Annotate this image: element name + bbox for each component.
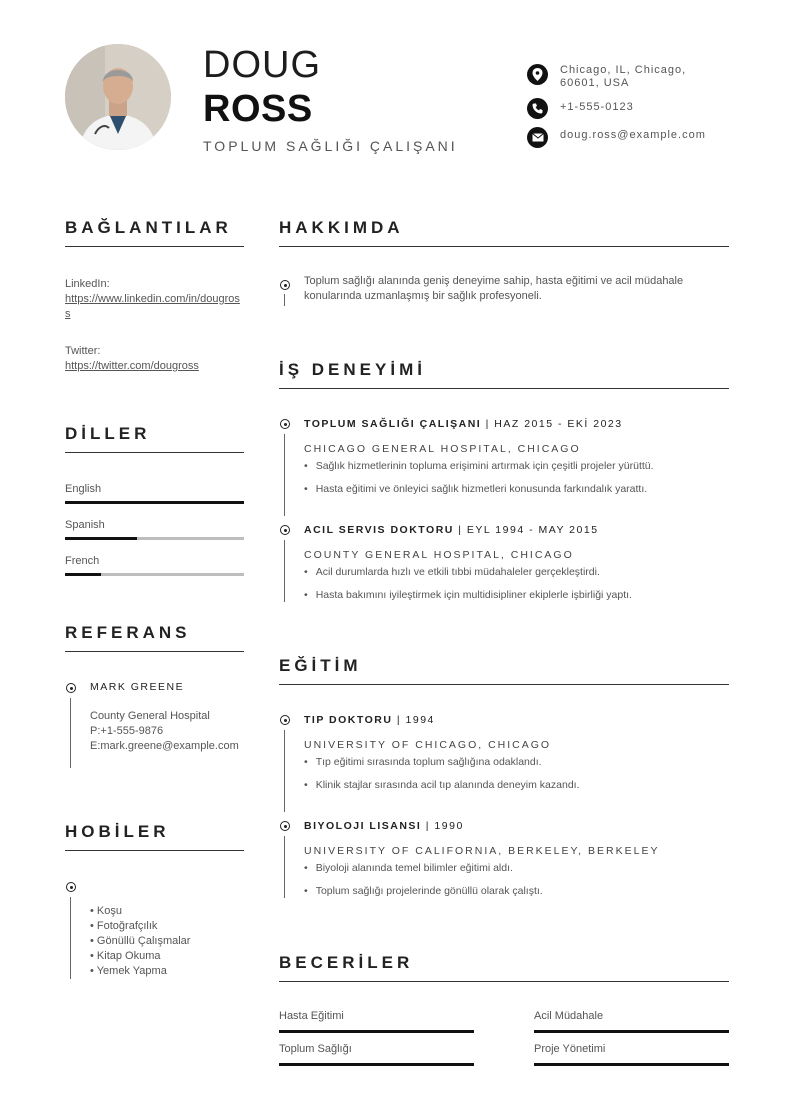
- skill-bar: [279, 1030, 474, 1033]
- hobbies-list: [90, 904, 190, 979]
- timeline-dot-icon: [66, 683, 76, 693]
- education-school: UNIVERSITY OF CHICAGO, CHICAGO: [304, 739, 552, 751]
- experience-bullet: • Hasta bakımını iyileştirmek için multidisipliner ekiplerle işbirliği yaptı.: [304, 588, 632, 602]
- hobby-item: • Kitap Okuma: [90, 950, 161, 962]
- education-degree: TIP DOKTORU: [304, 714, 393, 726]
- skill-item: [534, 1043, 729, 1066]
- skill-item: [279, 1010, 474, 1033]
- language-bar: [65, 501, 244, 504]
- experience-dates: | HAZ 2015 - EKİ 2023: [481, 418, 623, 430]
- reference-details: [90, 709, 242, 754]
- experience-bullet: • Hasta eğitimi ve önleyici sağlık hizmetleri konusunda farkındalık yarattı.: [304, 482, 647, 496]
- contact-address: [527, 64, 710, 90]
- language-bar: [65, 573, 244, 576]
- skill-bar: [279, 1063, 474, 1066]
- language-name: French: [65, 555, 100, 567]
- skills-title: BECERİLER: [279, 953, 729, 982]
- hobby-item: • Fotoğrafçılık: [90, 920, 158, 932]
- language-level: [65, 573, 101, 576]
- location-pin-icon: [527, 64, 548, 85]
- email-text: doug.ross@example.com: [560, 129, 706, 141]
- skill-name: Hasta Eğitimi: [279, 1010, 344, 1022]
- experience-role: ACIL SERVIS DOKTORU: [304, 524, 454, 536]
- skill-name: Acil Müdahale: [534, 1010, 604, 1022]
- links-title: BAĞLANTILAR: [65, 218, 244, 247]
- experience-org: CHICAGO GENERAL HOSPITAL, CHICAGO: [304, 443, 581, 455]
- linkedin-label: LinkedIn:: [65, 278, 110, 290]
- references-title: REFERANS: [65, 623, 244, 652]
- about-section: [279, 218, 729, 247]
- timeline-line: [70, 897, 71, 979]
- timeline-dot-icon: [280, 525, 290, 535]
- timeline-line: [284, 434, 285, 516]
- about-title: HAKKIMDA: [279, 218, 729, 247]
- last-name: ROSS: [203, 88, 313, 130]
- job-title: TOPLUM SAĞLIĞI ÇALIŞANI: [203, 138, 458, 154]
- phone-text: +1-555-0123: [560, 101, 634, 113]
- timeline-line: [284, 540, 285, 602]
- skill-bar: [534, 1030, 729, 1033]
- language-item: [65, 555, 244, 576]
- experience-title: İŞ DENEYİMİ: [279, 360, 729, 389]
- timeline-dot-icon: [280, 419, 290, 429]
- experience-heading: [304, 418, 623, 430]
- language-item: [65, 519, 244, 540]
- timeline-line: [284, 836, 285, 898]
- first-name: DOUG: [203, 44, 321, 86]
- education-heading: [304, 714, 435, 726]
- education-title: EĞİTİM: [279, 656, 729, 685]
- linkedin-link[interactable]: https://www.linkedin.com/in/dougross: [65, 293, 240, 320]
- address-text: Chicago, IL, Chicago, 60601, USA: [560, 64, 687, 89]
- education-degree: BIYOLOJI LISANSI: [304, 820, 422, 832]
- skill-item: [534, 1010, 729, 1033]
- links-section: [65, 218, 244, 374]
- education-bullet: • Toplum sağlığı projelerinde gönüllü olarak çalıştı.: [304, 884, 543, 898]
- language-item: [65, 483, 244, 504]
- experience-heading: [304, 524, 599, 536]
- experience-bullet: • Acil durumlarda hızlı ve etkili tıbbi müdahaleler gerçekleştirdi.: [304, 565, 600, 579]
- skill-name: Proje Yönetimi: [534, 1043, 606, 1055]
- education-bullet: • Klinik stajlar sırasında acil tıp alanında deneyim kazandı.: [304, 778, 580, 792]
- language-level: [65, 501, 244, 504]
- education-bullet: • Biyoloji alanında temel bilimler eğitimi aldı.: [304, 861, 513, 875]
- twitter-link[interactable]: https://twitter.com/dougross: [65, 360, 199, 372]
- experience-section: [279, 360, 729, 389]
- experience-org: COUNTY GENERAL HOSPITAL, CHICAGO: [304, 549, 574, 561]
- profile-photo: [65, 44, 171, 150]
- hobbies-title: HOBİLER: [65, 822, 244, 851]
- email-icon: [527, 127, 548, 148]
- timeline-dot-icon: [280, 280, 290, 290]
- timeline-dot-icon: [66, 882, 76, 892]
- reference-company: County General Hospital: [90, 710, 210, 722]
- education-bullet: • Tıp eğitimi sırasında toplum sağlığına odaklandı.: [304, 755, 542, 769]
- doctor-portrait-icon: [65, 44, 171, 150]
- hobby-item: • Koşu: [90, 905, 122, 917]
- hobbies-section: [65, 822, 244, 851]
- education-heading: [304, 820, 464, 832]
- contact-email: [527, 127, 710, 148]
- reference-phone: P:+1-555-9876: [90, 725, 164, 737]
- language-name: Spanish: [65, 519, 105, 531]
- reference-email: E:mark.greene@example.com: [90, 740, 239, 752]
- timeline-line: [70, 698, 71, 768]
- contact-phone: [527, 98, 710, 119]
- skills-section: [279, 953, 729, 982]
- education-section: [279, 656, 729, 685]
- twitter-label: Twitter:: [65, 345, 101, 357]
- experience-dates: | EYL 1994 - MAY 2015: [453, 524, 599, 536]
- experience-role: TOPLUM SAĞLIĞI ÇALIŞANI: [304, 418, 482, 430]
- timeline-dot-icon: [280, 821, 290, 831]
- hobby-item: • Gönüllü Çalışmalar: [90, 935, 191, 947]
- references-section: [65, 623, 244, 652]
- hobby-item: • Yemek Yapma: [90, 965, 167, 977]
- language-bar: [65, 537, 244, 540]
- skill-name: Toplum Sağlığı: [279, 1043, 352, 1055]
- timeline-line: [284, 730, 285, 812]
- skill-item: [279, 1043, 474, 1066]
- phone-icon: [527, 98, 548, 119]
- languages-title: DİLLER: [65, 424, 244, 453]
- education-school: UNIVERSITY OF CALIFORNIA, BERKELEY, BERKELEY: [304, 845, 660, 857]
- about-text: Toplum sağlığı alanında geniş deneyime sahip, hasta eğitimi ve acil müdahale konularında uzmanlaşmış bir sağlık profesyoneli.: [304, 275, 684, 302]
- language-name: English: [65, 483, 102, 495]
- skill-bar: [534, 1063, 729, 1066]
- experience-bullet: • Sağlık hizmetlerinin topluma erişimini artırmak için çeşitli projeler yürüttü.: [304, 459, 654, 473]
- reference-name: MARK GREENE: [90, 681, 185, 693]
- timeline-dot-icon: [280, 715, 290, 725]
- education-year: | 1990: [421, 820, 464, 832]
- timeline-line: [284, 294, 285, 306]
- language-level: [65, 537, 137, 540]
- education-year: | 1994: [392, 714, 435, 726]
- languages-section: [65, 424, 244, 576]
